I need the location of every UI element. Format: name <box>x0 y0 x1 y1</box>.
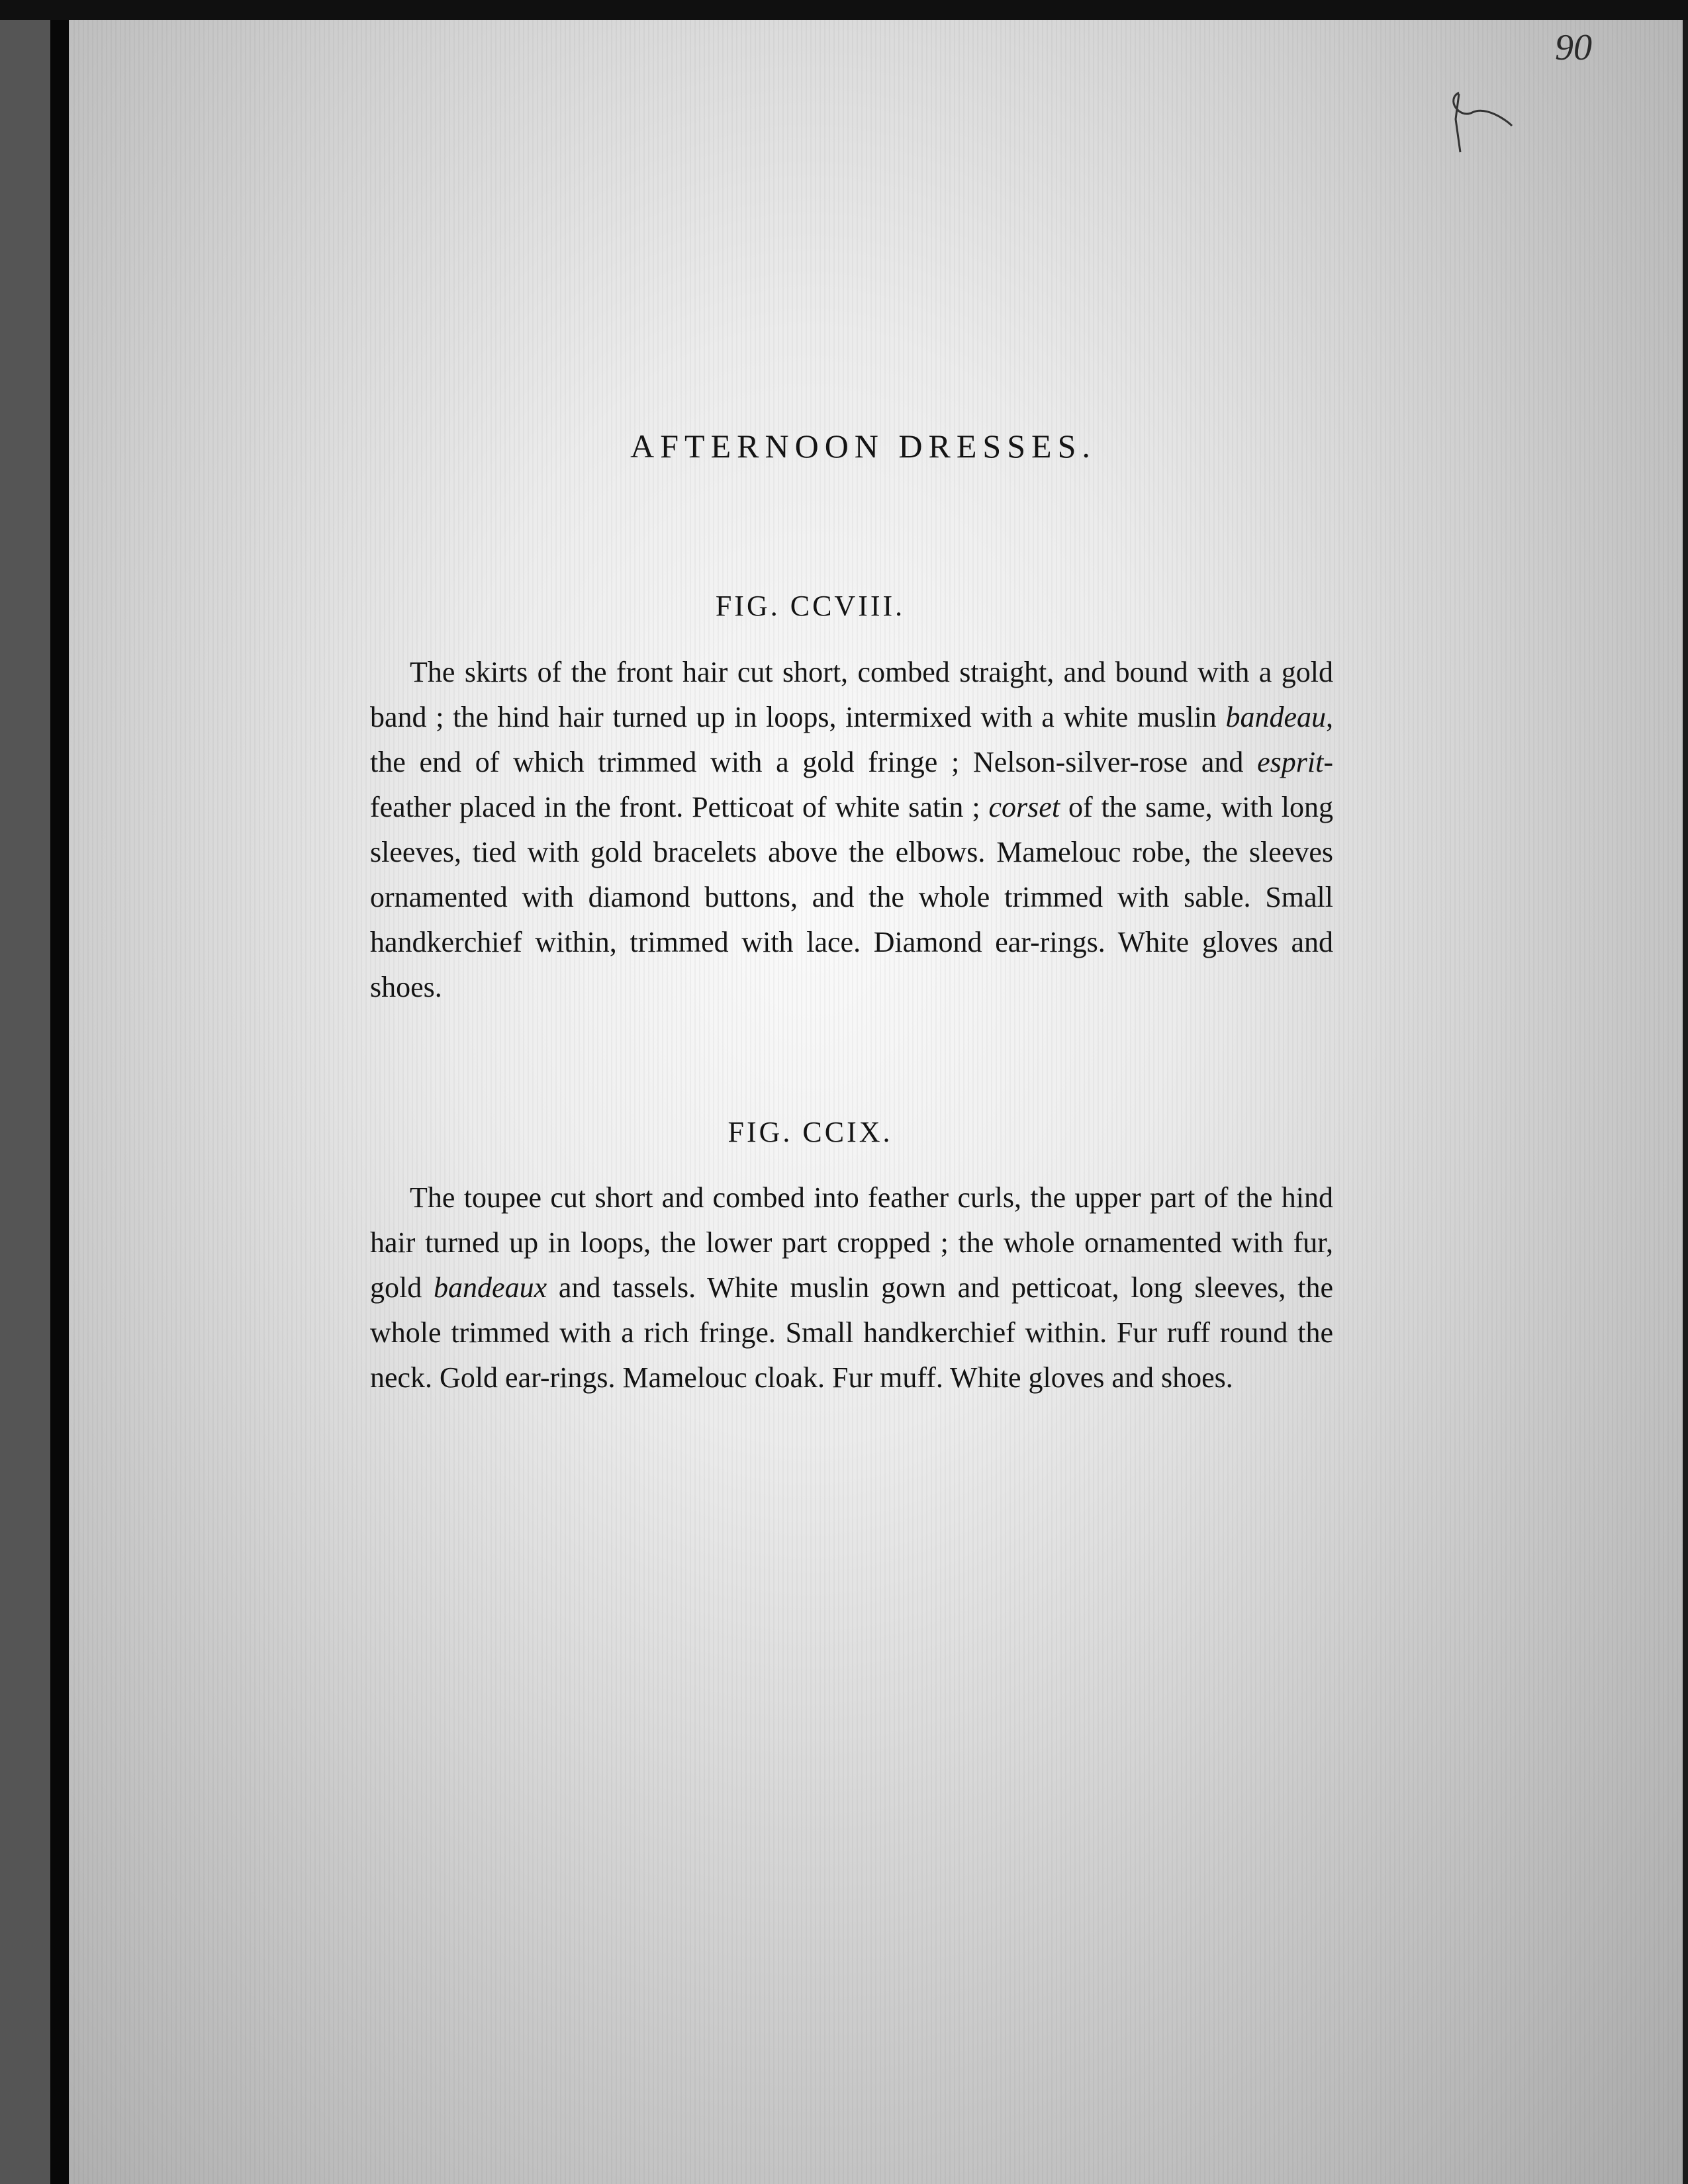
figure-heading-ccviii: FIG. CCVIII. <box>715 590 906 622</box>
italic-term: bandeau <box>1225 701 1326 733</box>
page-title: AFTERNOON DRESSES. <box>630 428 1096 465</box>
italic-term: bandeaux <box>434 1271 547 1304</box>
text-run: of the same, with long sleeves, tied with gold bracelets above the elbows. Mamelouc robe, the sleeves ornamented with diamond buttons, and the whole trimmed with sable. Small handkerchief within, trimmed with lace. Diamond ear-rings. White gloves and shoes. <box>370 791 1333 1003</box>
text-run: and tassels. White muslin gown and petticoat, long sleeves, the whole trimmed with a rich fringe. Small handkerchief within. Fur ruff round the neck. Gold ear-rings. Mamelouc cloak. Fur muff. White gloves and shoes. <box>370 1271 1333 1394</box>
text-run: The toupee cut short and combed into feather curls, the upper part of the hind hair turned up in loops, the lower part cropped ; the whole ornamented with fur, gold <box>370 1181 1333 1304</box>
italic-term: esprit <box>1257 746 1324 778</box>
text-run: , the end of which trimmed with a gold fringe ; Nelson-silver-rose and <box>370 701 1333 778</box>
scan-top-edge <box>0 0 1688 20</box>
figure-description-ccviii <box>370 650 1333 1010</box>
page-number: 90 <box>1555 27 1592 68</box>
book-page <box>69 20 1683 2184</box>
pencil-mark-icon <box>1393 79 1545 212</box>
figure-heading-ccix: FIG. CCIX. <box>727 1116 893 1148</box>
figure-description-ccix <box>370 1175 1333 1400</box>
text-run: The skirts of the front hair cut short, combed straight, and bound with a gold band ; the hind hair turned up in loops, intermixed with a white muslin <box>370 656 1333 733</box>
scan-spine-shadow <box>50 20 69 2184</box>
scan-right-edge <box>1683 20 1688 2184</box>
scan-facing-page-edge <box>0 20 50 2184</box>
italic-term: corset <box>988 791 1060 823</box>
text-run: -feather placed in the front. Petticoat of white satin ; <box>370 746 1333 823</box>
